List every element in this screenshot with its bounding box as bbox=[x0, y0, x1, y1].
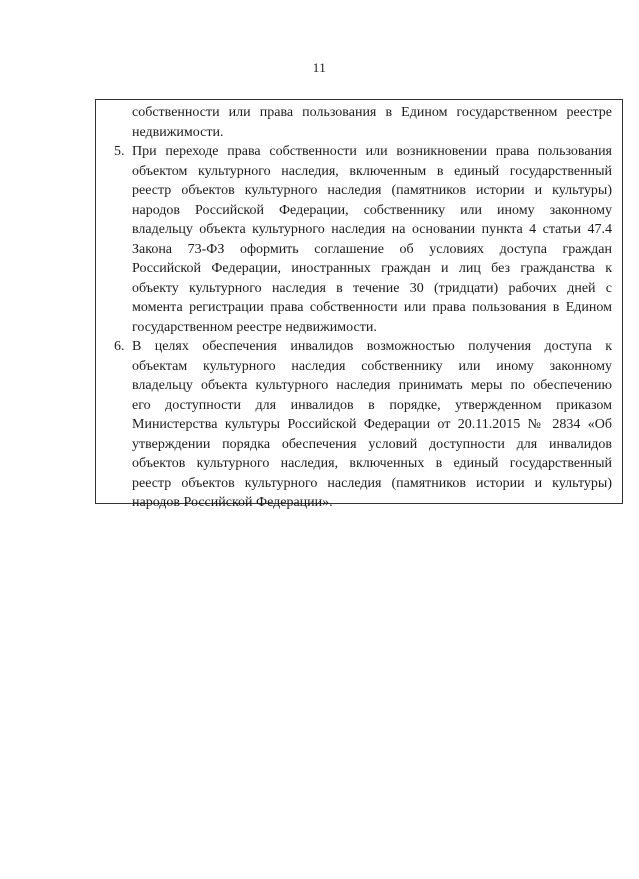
list-item-line: Министерства культуры Российской Федерации от 20.11.2015 № 2834 «Об bbox=[132, 417, 612, 432]
bordered-text-block bbox=[95, 99, 623, 510]
list-item-line: объектом культурного наследия, включенным в единый государственный bbox=[132, 163, 612, 179]
list-item-line: владельцу объекта культурного наследия принимать меры по обеспечению bbox=[132, 378, 612, 393]
carryover-line: недвижимости. bbox=[132, 124, 224, 140]
list-item-line: утверждении порядка обеспечения условий доступности для инвалидов bbox=[132, 436, 612, 452]
list-item-line: момента регистрации права собственности или права пользования в Едином bbox=[132, 300, 612, 315]
list-item-line: Закона 73-ФЗ оформить соглашение об условиях доступа граждан bbox=[132, 241, 612, 257]
list-item-number: 6. bbox=[114, 339, 125, 354]
carryover-line: собственности или права пользования в Едином государственном реестре bbox=[132, 105, 612, 120]
list-item-6 bbox=[106, 337, 612, 513]
list-item-line: реестр объектов культурного наследия (памятников истории и культуры) bbox=[132, 475, 612, 491]
list-item-text: В целях обеспечения инвалидов возможностью получения доступа к bbox=[132, 339, 612, 354]
list-item-line: реестр объектов культурного наследия (памятников истории и культуры) bbox=[132, 183, 612, 198]
list-item-line: его доступности для инвалидов в порядке, утвержденном приказом bbox=[132, 397, 612, 413]
list-item-line: объектов культурного наследия, включенных в единый государственный bbox=[132, 456, 612, 471]
list-item-line: народов Российской Федерации». bbox=[132, 495, 333, 510]
list-item-first-line bbox=[106, 337, 612, 357]
list-item-line: владельцу объекта культурного наследия на основании пункта 4 статьи 47.4 bbox=[132, 222, 612, 237]
list-item-line: государственном реестре недвижимости. bbox=[132, 319, 377, 335]
page-number: 11 bbox=[312, 60, 327, 75]
list-item-line: Российской Федерации, иностранных граждан и лиц без гражданства к bbox=[132, 261, 612, 276]
list-item-first-line bbox=[106, 142, 612, 162]
list-item-5 bbox=[106, 142, 612, 337]
list-item-line: народов Российской Федерации, собственнику или иному законному bbox=[132, 202, 612, 218]
list-item-line: объектам культурного наследия собственнику или иному законному bbox=[132, 358, 612, 374]
list-item-line: объекту культурного наследия в течение 30 (тридцати) рабочих дней с bbox=[132, 280, 612, 296]
list-item-number: 5. bbox=[114, 144, 125, 159]
list-item-text: При переходе права собственности или возникновении права пользования bbox=[132, 144, 612, 159]
